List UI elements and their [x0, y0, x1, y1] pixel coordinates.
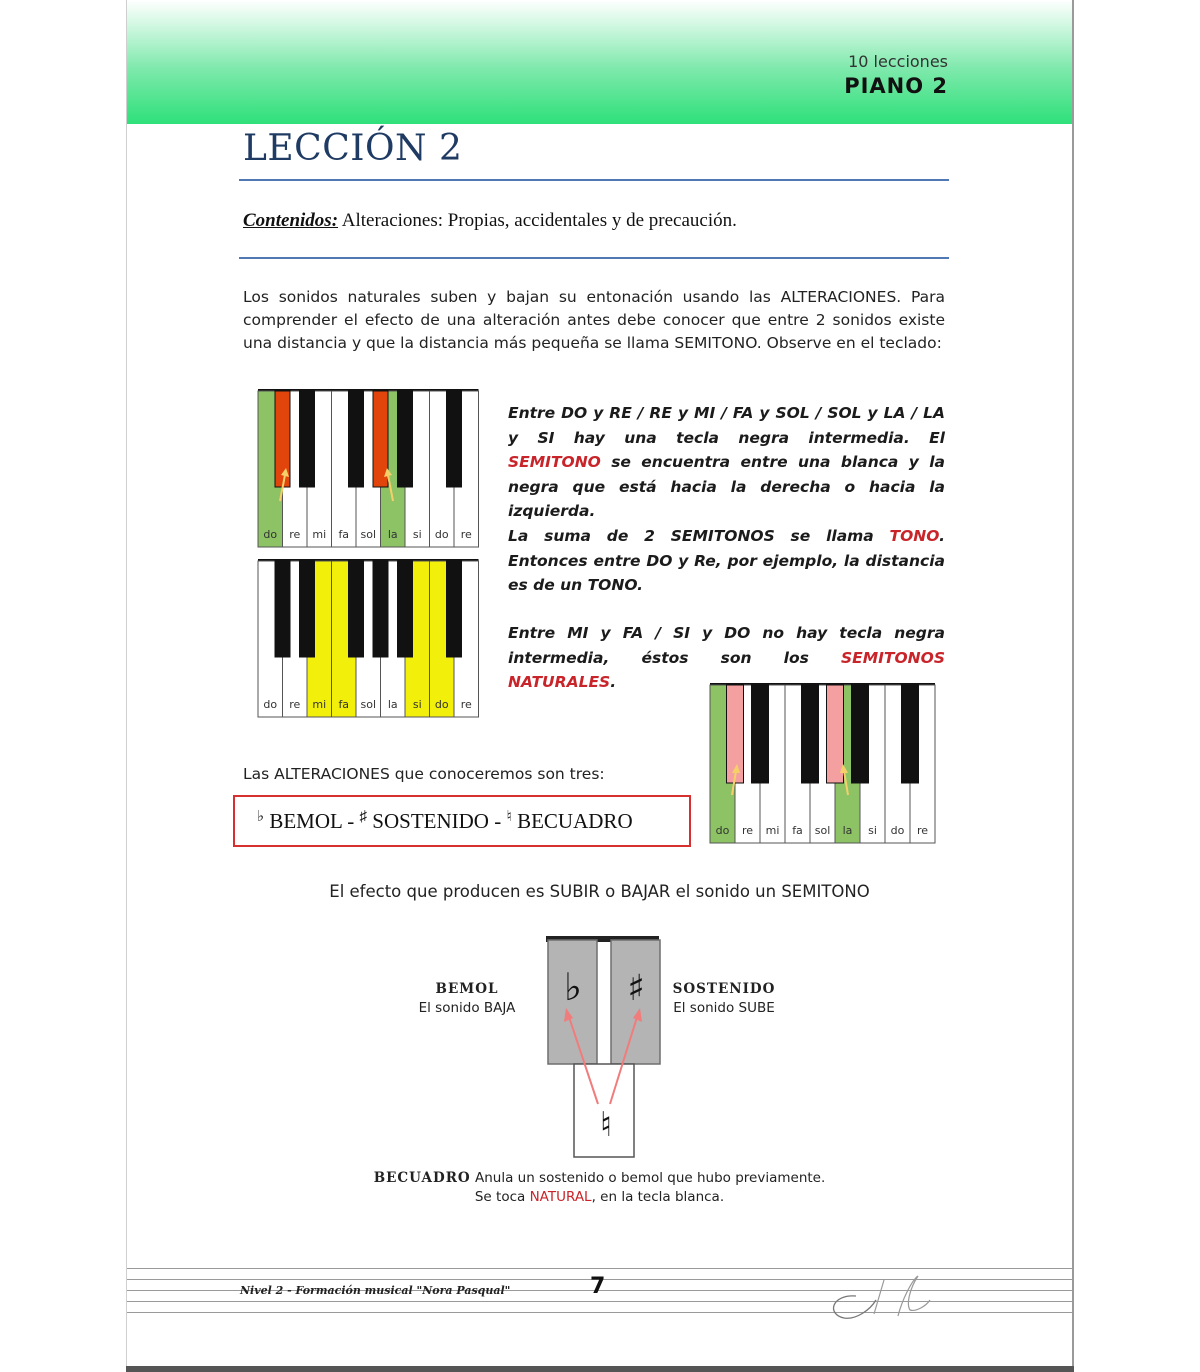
keyboard-tono	[710, 683, 946, 843]
header-title: PIANO 2	[844, 74, 948, 98]
black-key-4	[827, 685, 844, 783]
key-label-fa: fa	[338, 528, 350, 541]
keyboard-semitono	[258, 389, 488, 547]
divider-contents	[239, 257, 949, 259]
key-label-fa: fa	[338, 698, 350, 711]
key-label-re: re	[289, 528, 301, 541]
key-label-do: do	[434, 528, 449, 541]
paragraph-tono: La suma de 2 SEMITONOS se llama TONO. Entonces entre DO y Re, por ejemplo, la distancia es de un TONO.	[508, 527, 945, 594]
divider-top	[239, 179, 949, 181]
page-number: 7	[590, 1274, 606, 1299]
black-key-6	[447, 561, 462, 657]
key-label-do: do	[263, 698, 278, 711]
black-key-2	[300, 561, 315, 657]
black-key-1	[275, 391, 290, 487]
key-label-do: do	[715, 824, 730, 837]
natural-icon: ♮	[506, 809, 512, 825]
lesson-title: LECCIÓN 2	[243, 128, 463, 169]
alterations-list: ♭ BEMOL - ♯ SOSTENIDO - ♮ BECUADRO	[257, 809, 633, 833]
key-label-sol: sol	[814, 824, 831, 837]
page-bottom-bar	[126, 1366, 1074, 1372]
black-key-1	[275, 561, 290, 657]
contents-line	[243, 210, 737, 232]
sostenido-label: SOSTENIDO El sonido SUBE	[672, 981, 776, 1016]
footer-note: Nivel 2 - Formación musical "Nora Pasqual"	[240, 1284, 511, 1297]
key-label-fa: fa	[792, 824, 803, 837]
page-header	[127, 0, 1072, 124]
key-label-re: re	[289, 698, 301, 711]
diagram-natural-icon: ♮	[599, 1105, 613, 1145]
key-label-mi: mi	[312, 698, 327, 711]
paragraph-semitonos-naturales: Entre MI y FA / SI y DO no hay tecla negra intermedia, éstos son los SEMITONOS NATURALES.	[508, 624, 945, 691]
key-label-do: do	[434, 698, 449, 711]
key-label-sol: sol	[360, 698, 377, 711]
effect-text: El efecto que producen es SUBIR o BAJAR el sonido un SEMITONO	[329, 882, 870, 901]
signature-image	[826, 1270, 936, 1324]
key-label-re: re	[460, 528, 472, 541]
key-label-si: si	[412, 528, 422, 541]
flat-icon: ♭	[257, 809, 265, 825]
contents-label: Contenidos:	[243, 210, 339, 231]
black-key-4	[373, 561, 388, 657]
page-edge-right	[1072, 0, 1074, 1372]
black-key-6	[447, 391, 462, 487]
black-key-5	[852, 685, 869, 783]
black-key-6	[902, 685, 919, 783]
key-label-si: si	[412, 698, 422, 711]
key-label-do: do	[263, 528, 278, 541]
black-key-2	[752, 685, 769, 783]
key-label-la: la	[387, 698, 398, 711]
sharp-icon: ♯	[359, 809, 368, 825]
contents-text: Alteraciones: Propias, accidentales y de precaución.	[341, 210, 737, 231]
key-label-sol: sol	[360, 528, 377, 541]
alterations-label: Las ALTERACIONES que conoceremos son tres:	[243, 765, 605, 783]
key-label-re: re	[916, 824, 929, 837]
intro-paragraph: Los sonidos naturales suben y bajan su entonación usando las ALTERACIONES. Para comprender el efecto de una alteración antes debe conocer que entre 2 sonidos existe una distancia y que la distancia más pequeña se llama SEMITONO. Observe en el teclado:	[243, 288, 945, 352]
bemol-label: BEMOL El sonido BAJA	[418, 981, 516, 1016]
keyboard-semitonos-naturales	[258, 559, 488, 717]
black-key-5	[398, 391, 413, 487]
black-key-2	[300, 391, 315, 487]
key-label-re: re	[460, 698, 472, 711]
diagram-sharp-icon: ♯	[627, 968, 645, 1009]
alterations-box	[233, 795, 691, 847]
key-label-la: la	[387, 528, 398, 541]
diagram-flat-icon: ♭	[564, 965, 582, 1009]
key-label-la: la	[842, 824, 853, 837]
page-edge-left	[126, 0, 127, 1372]
key-label-mi: mi	[312, 528, 327, 541]
becuadro-description: BECUADRO Anula un sostenido o bemol que hubo previamente. Se toca NATURAL, en la tecla blanca.	[373, 1170, 826, 1205]
key-label-si: si	[868, 824, 877, 837]
key-label-re: re	[741, 824, 754, 837]
key-label-do: do	[890, 824, 905, 837]
header-subtitle: 10 lecciones	[848, 52, 948, 71]
black-key-3	[802, 685, 819, 783]
black-key-3	[349, 391, 364, 487]
accidentals-diagram	[540, 934, 670, 1164]
black-key-5	[398, 561, 413, 657]
key-label-mi: mi	[765, 824, 780, 837]
black-key-3	[349, 561, 364, 657]
paragraph-semitono: Entre DO y RE / RE y MI / FA y SOL / SOL y LA / LA y SI hay una tecla negra intermedia. El SEMITONO se encuentra entre una blanca y la negra que está hacia la derecha o hacia la izquierda.	[508, 404, 945, 520]
